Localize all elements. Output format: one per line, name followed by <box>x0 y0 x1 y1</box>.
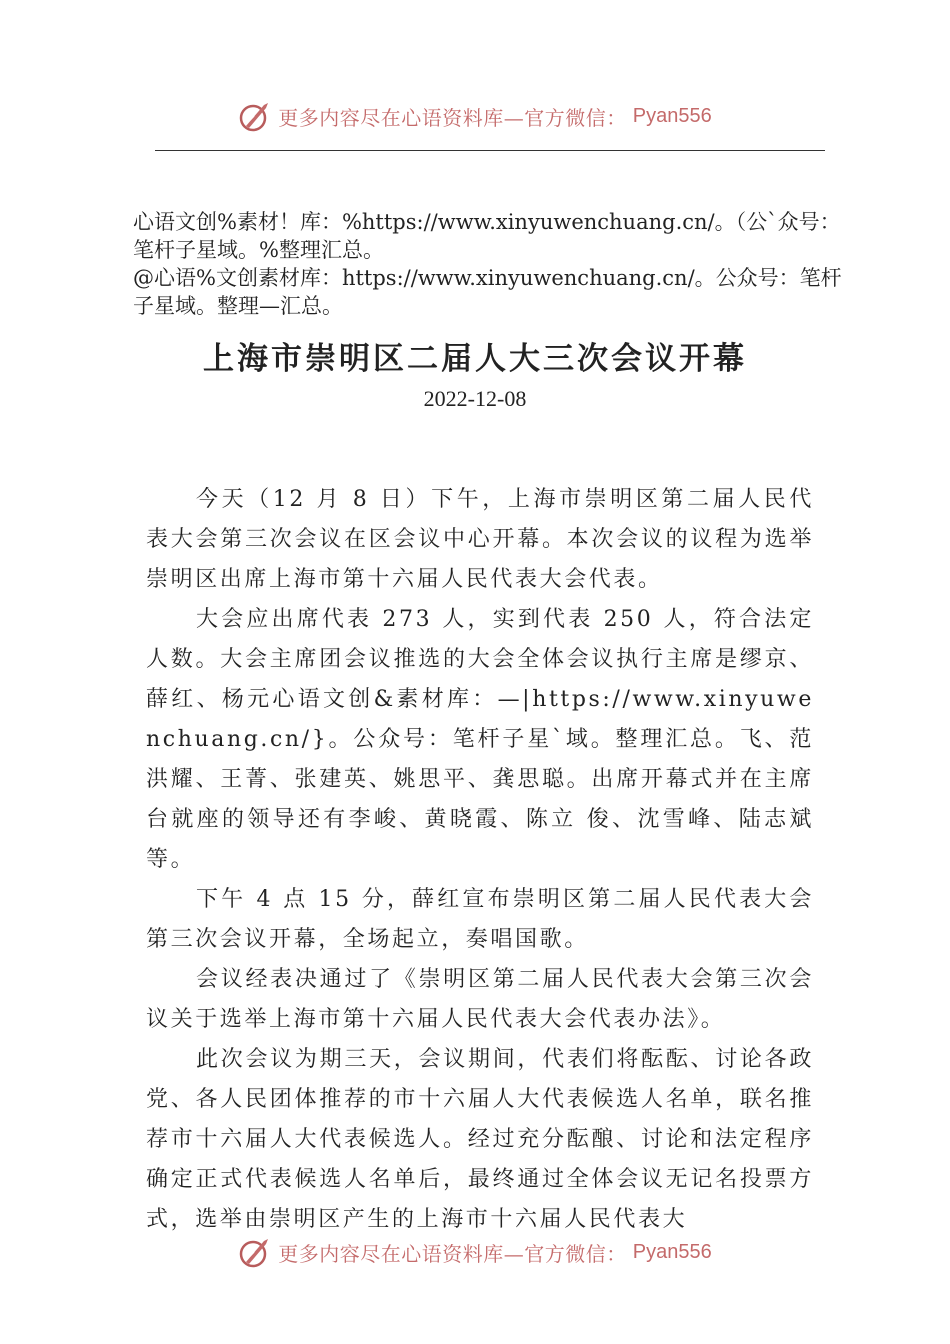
article-title: 上海市崇明区二届人大三次会议开幕 <box>203 341 747 377</box>
footer-banner-text: 更多内容尽在心语资料库—官方微信： <box>278 1241 627 1266</box>
header-divider <box>155 150 825 151</box>
watermark-line-1: 心语文创%素材！库：%https://www.xinyuwenchuang.cn/。（公`众号：笔杆子星域。%整理汇总。 <box>133 210 841 262</box>
watermark-text <box>133 208 853 320</box>
paragraph: 此次会议为期三天，会议期间，代表们将酝酝、讨论各政党、各人民团体推荐的市十六届人大代表候选人名单，联名推荐市十六届人大代表候选人。经过充分酝酿、讨论和法定程序确定正式代表候选人名单后，最终通过全体会议无记名投票方式，选举由崇明区产生的上海市十六届人民代表大 <box>146 1047 814 1232</box>
quill-logo-icon <box>238 1235 272 1269</box>
paragraph: 大会应出席代表 273 人，实到代表 250 人，符合法定人数。大会主席团会议推选的大会全体会议执行主席是缪京、薛红、杨元心语文创&素材库：—|https://www.xinyuwenchuang.cn/}。公众号：笔杆子星`域。整理汇总。飞、范洪耀、王菁、张建英、姚思平、龚思聪。出席开幕式并在主席台就座的领导还有李峻、黄晓霞、陈立 俊、沈雪峰、陆志斌等。 <box>146 607 814 872</box>
header-banner <box>0 96 950 136</box>
paragraph: 会议经表决通过了《崇明区第二届人民代表大会第三次会议关于选举上海市第十六届人民代表大会代表办法》。 <box>146 967 814 1032</box>
banner-wechat-id: Pyan556 <box>632 104 712 127</box>
article-date: 2022-12-08 <box>423 386 527 411</box>
article-body <box>146 480 814 1240</box>
footer-banner <box>0 1232 950 1272</box>
quill-logo-icon <box>238 99 272 133</box>
watermark-line-2: @心语%文创素材库：https://www.xinyuwenchuang.cn/。公众号：笔杆子星域。整理—汇总。 <box>133 266 842 318</box>
paragraph: 今天（12 月 8 日）下午，上海市崇明区第二届人民代表大会第三次会议在区会议中心开幕。本次会议的议程为选举崇明区出席上海市第十六届人民代表大会代表。 <box>146 487 814 592</box>
footer-wechat-id: Pyan556 <box>632 1240 712 1263</box>
paragraph: 下午 4 点 15 分，薛红宣布崇明区第二届人民代表大会第三次会议开幕，全场起立，奏唱国歌。 <box>146 887 814 952</box>
banner-text: 更多内容尽在心语资料库—官方微信： <box>278 105 627 130</box>
